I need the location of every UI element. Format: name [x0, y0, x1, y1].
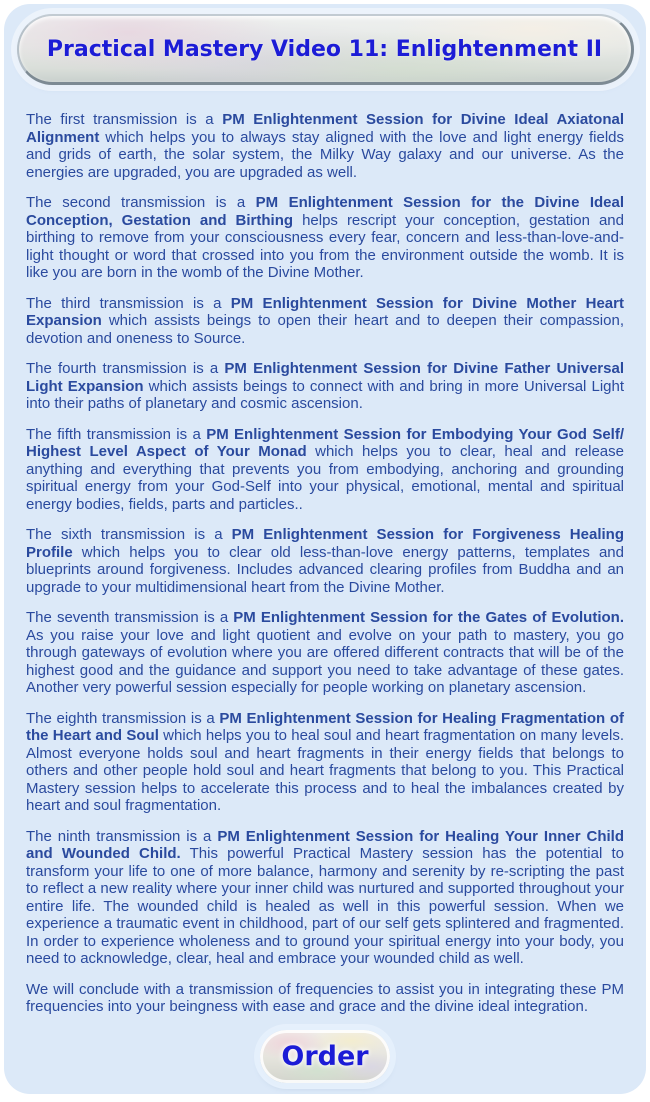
paragraph-text: The seventh transmission is a [26, 609, 234, 626]
paragraph-bold-text: PM Enlightenment Session for Healing Your Inner Child and Wounded Child. [26, 827, 625, 862]
order-button-label: Order [281, 1040, 369, 1072]
paragraph-bold-text: PM Enlightenment Session for Healing Fragmentation of the Heart and Soul [26, 709, 625, 744]
paragraph-bold-text: PM Enlightenment Session for Divine Ideal Axiatonal Alignment [26, 111, 624, 146]
paragraph-text: As you raise your love and light quotient and evolve on your path to mastery, you go through gateways of evolution where you are offered different contracts that will be of the highest good and the guidance and support you need to take advantage of these gates. Another very powerful session especially for people working on planetary ascension. [26, 626, 624, 696]
paragraph [26, 828, 624, 968]
paragraph-text: This powerful Practical Mastery session has the potential to transform your life to one of more balance, harmony and serenity by re-scripting the past to reflect a new reality where your inner child was nurtured and supported throughout your entire life. The wounded child is healed as well in this powerful session. When we experience a traumatic event in childhood, part of our self gets splintered and fragmented. In order to experience wholeness and to ground your spiritual energy into your body, you need to acknowledge, clear, heal and embrace your wounded child as well. [26, 845, 624, 967]
paragraph-text: which helps you to heal soul and heart fragmentation on many levels. Almost everyone holds soul and heart fragments in their energy fields that belongs to others and other people hold soul and heart fragments that belong to you. This Practical Mastery session helps to accelerate this process and to heal the imbalances created by heart and soul fragmentation. [26, 727, 624, 814]
paragraph-bold-text: PM Enlightenment Session for the Gates of Evolution. [233, 609, 624, 626]
paragraph-text: The fourth transmission is a [26, 360, 225, 377]
paragraph [26, 295, 624, 348]
paragraph-text: The second transmission is a [26, 194, 256, 211]
order-button[interactable] [260, 1030, 390, 1083]
page-title: Practical Mastery Video 11: Enlightenment II [46, 36, 603, 62]
paragraph [26, 111, 624, 181]
paragraph-bold-text: PM Enlightenment Session for Forgiveness Healing Profile [26, 526, 624, 561]
paragraph-text: The third transmission is a [26, 294, 231, 312]
paragraph-text: which assists beings to open their heart and to deepen their compassion, devotion and oneness to Source. [26, 312, 624, 347]
paragraph [26, 981, 624, 1016]
content-panel [4, 4, 646, 1094]
paragraph [26, 710, 624, 815]
paragraph-bold-text: PM Enlightenment Session for Embodying Your God Self/ Highest Level Aspect of Your Monad [26, 425, 624, 460]
paragraph-text: which assists beings to connect with and bring in more Universal Light into their paths of planetary and cosmic ascension. [26, 377, 625, 412]
paragraph-text: which helps you to clear old less-than-love energy patterns, templates and blueprints around forgiveness. Includes advanced clearing profiles from Buddha and an upgrade to your multidimensional heart from the Divine Mother. [26, 543, 624, 596]
paragraph [26, 526, 624, 596]
paragraph-text: We will conclude with a transmission of frequencies to assist you in integrating these PM frequencies into your beingness with ease and grace and the divine ideal integration. [26, 980, 624, 1015]
paragraph-text: helps rescript your conception, gestation and birthing to remove from your consciousness every fear, concern and less-than-love-and-light thought or word that crossed into you from the environment outside the womb. It is like you are born in the womb of the Divine Mother. [26, 211, 624, 281]
paragraph-bold-text: PM Enlightenment Session for Divine Father Universal Light Expansion [26, 360, 624, 395]
paragraph [26, 609, 624, 697]
paragraph-text: which helps you to always stay aligned with the love and light energy fields and grids of earth, the solar system, the Milky Way galaxy and our universe. As the energies are upgraded, you are upgraded as well. [26, 128, 624, 181]
paragraph-text: The first transmission is a [26, 111, 223, 128]
order-button-area [4, 1030, 646, 1083]
paragraph [26, 360, 624, 413]
paragraph-text: The sixth transmission is a [26, 526, 232, 543]
header-banner [17, 14, 634, 85]
body-text [4, 85, 646, 1016]
paragraph-text: which helps you to clear, heal and release anything and everything that prevents you from embodying, anchoring and grounding spiritual energy from your God-Self into your physical, emotional, mental and spiritual energy bodies, fields, parts and particles.. [26, 443, 624, 513]
paragraph-text: The fifth transmission is a [26, 425, 207, 443]
paragraph-text: The eighth transmission is a [26, 709, 220, 727]
paragraph-text: The ninth transmission is a [26, 827, 218, 845]
paragraph-bold-text: PM Enlightenment Session for Divine Mother Heart Expansion [26, 294, 624, 329]
paragraph [26, 426, 624, 514]
paragraph [26, 194, 624, 282]
paragraph-bold-text: PM Enlightenment Session for the Divine Ideal Conception, Gestation and Birthing [26, 194, 625, 229]
